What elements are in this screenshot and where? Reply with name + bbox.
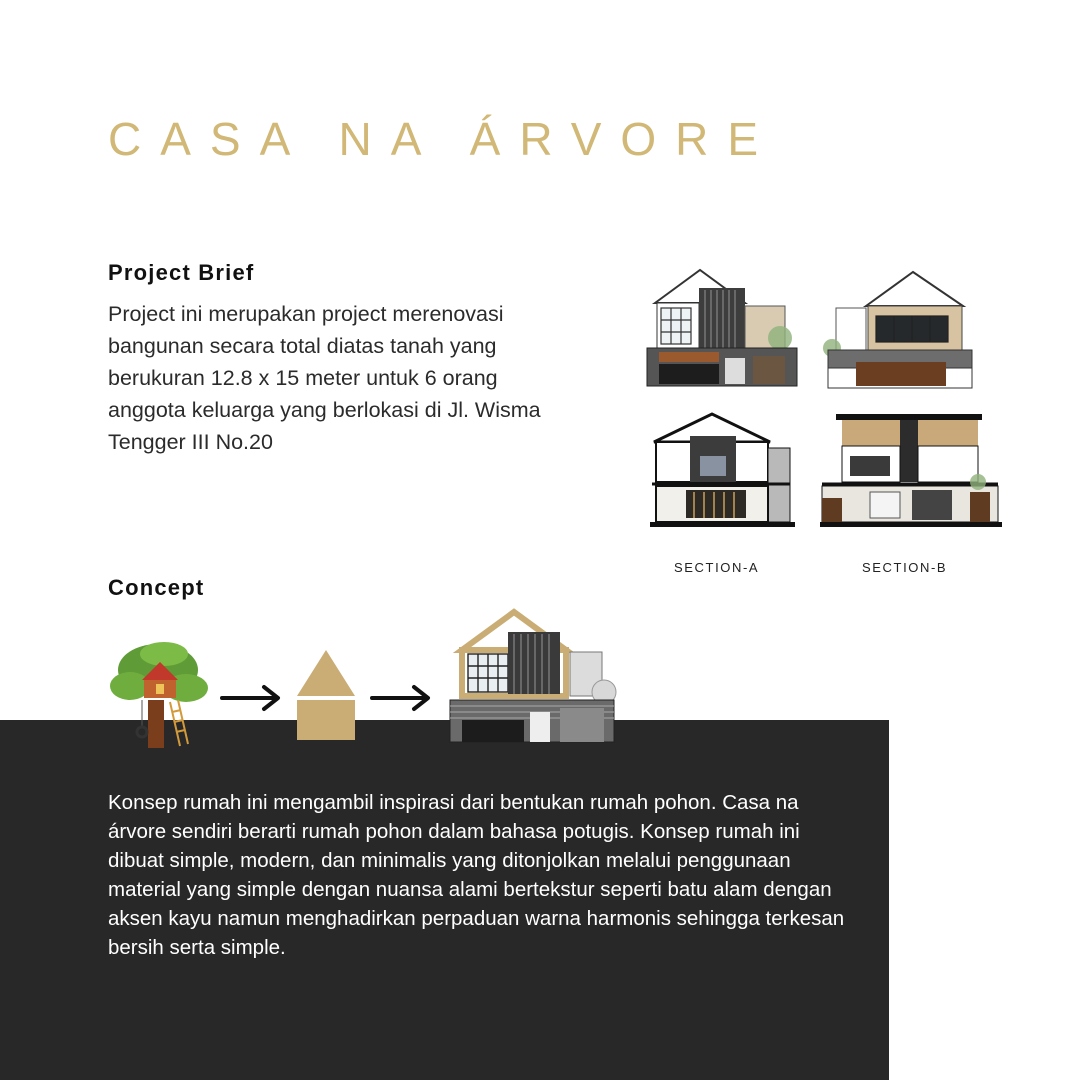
concept-heading: Concept: [108, 575, 205, 600]
arrow-right-icon: [220, 684, 284, 712]
concept-text: Konsep rumah ini mengambil inspirasi dari bentukan rumah pohon. Casa na árvore sendiri berarti rumah pohon dalam bahasa potugis. Konsep rumah ini dibuat simple, modern, dan minimalis yang ditonjolkan melalui penggunaan material yang simple dengan nuansa alami bertekstur seperti batu alam dengan aksen kayu namun menghadirkan perpaduan warna harmonis sehingga terkesan bersih serta simple.: [108, 791, 845, 959]
project-brief-text: Project ini merupakan project merenovasi bangunan secara total diatas tanah yang berukuran 12.8 x 15 meter untuk 6 orang anggota keluarga yang berlokasi di Jl. Wisma Tengger III No.20: [108, 302, 541, 454]
final-house-drawing: [448, 608, 626, 744]
basic-house-shape-icon: [295, 648, 357, 742]
section-b-label: SECTION-B: [862, 560, 948, 575]
page-title: CASA NA ÁRVORE: [108, 113, 778, 165]
rear-elevation-drawing: [818, 270, 978, 392]
project-brief-heading: Project Brief: [108, 260, 255, 285]
treehouse-icon: [108, 640, 210, 750]
section-a-label: SECTION-A: [674, 560, 760, 575]
front-elevation-drawing: [645, 268, 805, 390]
section-a-drawing: [650, 412, 795, 528]
section-b-drawing: [820, 412, 1002, 528]
arrow-right-icon-2: [370, 684, 434, 712]
